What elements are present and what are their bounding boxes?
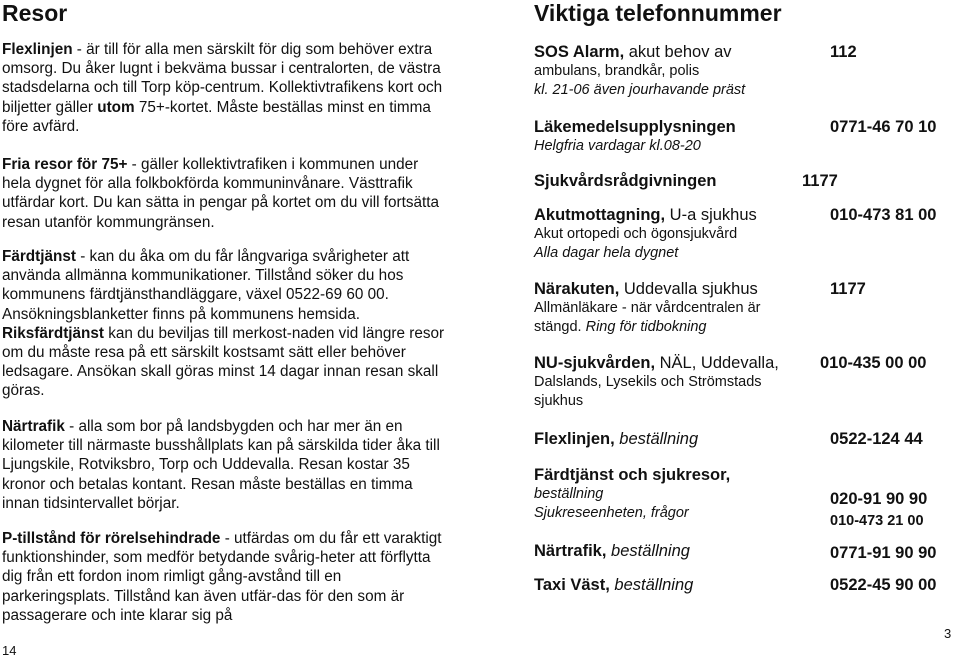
entry-narakuten bbox=[534, 279, 960, 336]
entry-name-rest: U-a sjukhus bbox=[665, 206, 757, 224]
entry-name: Färdtjänst och sjukresor, bbox=[534, 466, 731, 484]
paragraph-fardtjanst bbox=[2, 247, 446, 401]
term-fardtjanst: Färdtjänst bbox=[2, 248, 76, 265]
phone-number: 0522-45 90 00 bbox=[830, 576, 937, 594]
entry-name: Närakuten, bbox=[534, 280, 620, 298]
right-page bbox=[534, 0, 960, 661]
paragraph-text: - kan du åka om du får långvariga svårigheter att använda allmänna kommunikationer. Tillstånd söker du hos kommunens färdtjänsthandläggare, växel 0522-69 60 00. Ansökningsblanketter finns på kommunens hemsida. bbox=[2, 248, 410, 323]
phone-number: 010-473 81 00 bbox=[830, 206, 937, 224]
entry-name-rest: akut behov av bbox=[624, 43, 732, 61]
term-fria-resor: Fria resor för 75+ bbox=[2, 156, 128, 173]
entry-sjukvardsradgivningen bbox=[534, 171, 960, 191]
entry-akutmottagning bbox=[534, 205, 960, 262]
phone-number: 0771-46 70 10 bbox=[830, 118, 937, 136]
entry-name: Flexlinjen, bbox=[534, 430, 615, 448]
term-flexlinjen: Flexlinjen bbox=[2, 41, 73, 58]
entry-nu-sjukvarden bbox=[534, 353, 960, 410]
entry-description: stängd. bbox=[534, 318, 586, 335]
entry-description: ambulans, brandkår, polis bbox=[534, 63, 700, 79]
phone-number: 112 bbox=[830, 43, 857, 61]
entry-sos-alarm bbox=[534, 42, 960, 99]
entry-note: beställning bbox=[606, 542, 690, 560]
paragraph-p-tillstand bbox=[2, 529, 446, 625]
entry-name: NU-sjukvården, bbox=[534, 354, 656, 372]
entry-name: Akutmottagning, bbox=[534, 206, 666, 224]
phone-number: 010-435 00 00 bbox=[820, 354, 927, 372]
paragraph-text: - är till för alla men särskilt för dig som behöver extra omsorg. Du åker lugnt i bekväma bussar i centralorten, de västra stadsdelarna och till Torp köp-centrum. Kollektivtrafikens kort och biljetter gäller bbox=[2, 41, 443, 116]
paragraph-nartrafik bbox=[2, 417, 446, 513]
entry-note: Helgfria vardagar kl.08-20 bbox=[534, 138, 701, 154]
term-nartrafik: Närtrafik bbox=[2, 418, 65, 435]
entry-nartrafik bbox=[534, 541, 960, 561]
phone-number: 020-91 90 90 bbox=[830, 490, 928, 508]
page-number-right: 3 bbox=[944, 626, 952, 641]
paragraph-text: - utfärdas om du får ett varaktigt funktionshinder, som medför betydande svårig-heter att förflytta dig från ett fordon inom rimligt gång-avstånd till en parkeringsplats. Tillstånd kan även utfär-das för den som är passagerare och inte klarar sig på bbox=[2, 530, 442, 624]
entry-note: Alla dagar hela dygnet bbox=[534, 244, 679, 261]
page-number-left: 14 bbox=[2, 643, 17, 658]
entry-name: Taxi Väst, bbox=[534, 576, 610, 594]
phone-number: 0771-91 90 90 bbox=[830, 544, 937, 562]
phone-number: 0522-124 44 bbox=[830, 430, 923, 448]
paragraph-text: kan du beviljas till merkost-naden vid längre resor om du måste resa på ett särskilt kostsamt sätt eller behöver ledsagare. Ansökan skall göras minst 14 dagar innan resan skall göras. bbox=[2, 324, 445, 400]
entry-fardtjanst-sjukresor bbox=[534, 465, 960, 529]
page-title-telefonnummer: Viktiga telefonnummer bbox=[534, 0, 782, 26]
entry-description: Dalslands, Lysekils och Strömstads bbox=[534, 374, 762, 390]
entry-taxi-vast bbox=[534, 575, 960, 595]
paragraph-fria-resor bbox=[2, 155, 446, 232]
paragraph-flexlinjen bbox=[2, 40, 446, 136]
paragraph-text: - alla som bor på landsbygden och har mer än en kilometer till närmaste busshållplats kan på särskilda tider åka till Ljungskile, Rotviksbro, Torp och Uddevalla. Resan kostar 35 kronor och betalas kontant. Resan måste beställas en timma innan tidsintervallet börjar. bbox=[2, 418, 440, 512]
entry-name: SOS Alarm, bbox=[534, 43, 625, 61]
entry-note: Sjukreseenheten, frågor bbox=[534, 504, 689, 521]
phone-number: 1177 bbox=[830, 280, 866, 298]
term-riksfardtjanst: Riksfärdtjänst bbox=[2, 324, 105, 342]
entry-flexlinjen bbox=[534, 429, 960, 449]
entry-name-rest: NÄL, Uddevalla, bbox=[655, 354, 779, 372]
emphasis-utom: utom bbox=[97, 98, 135, 116]
entry-description: Allmänläkare - när vårdcentralen är bbox=[534, 300, 761, 316]
term-p-tillstand: P-tillstånd för rörelsehindrade bbox=[2, 530, 221, 547]
entry-description: sjukhus bbox=[534, 392, 584, 409]
entry-note: kl. 21-06 även jourhavande präst bbox=[534, 81, 746, 98]
phone-number-secondary: 010-473 21 00 bbox=[830, 513, 924, 529]
entry-note: beställning bbox=[534, 486, 604, 502]
entry-name: Sjukvårdsrådgivningen bbox=[534, 172, 717, 190]
entry-description: Akut ortopedi och ögonsjukvård bbox=[534, 226, 738, 242]
page-title-resor: Resor bbox=[2, 0, 68, 26]
entry-name: Närtrafik, bbox=[534, 542, 607, 560]
entry-name: Läkemedelsupplysningen bbox=[534, 118, 736, 136]
left-page bbox=[0, 0, 448, 661]
entry-note: beställning bbox=[614, 430, 699, 448]
paragraph-text: 75+-kortet. Måste beställas minst en timma före avfärd. bbox=[2, 98, 431, 135]
paragraph-text: - gäller kollektivtrafiken i kommunen under hela dygnet för alla folkbokförda kommuninvånare. Västtrafik utfärdar kort. Du kan sätta in pengar på kortet om du vill fortsätta resan utanför kommungränsen. bbox=[2, 156, 440, 231]
entry-note: beställning bbox=[609, 576, 694, 594]
entry-name-rest: Uddevalla sjukhus bbox=[619, 280, 758, 298]
phone-number: 1177 bbox=[802, 172, 838, 190]
entry-lakemedelsupplysningen bbox=[534, 117, 960, 156]
entry-note: Ring för tidbokning bbox=[585, 318, 707, 335]
